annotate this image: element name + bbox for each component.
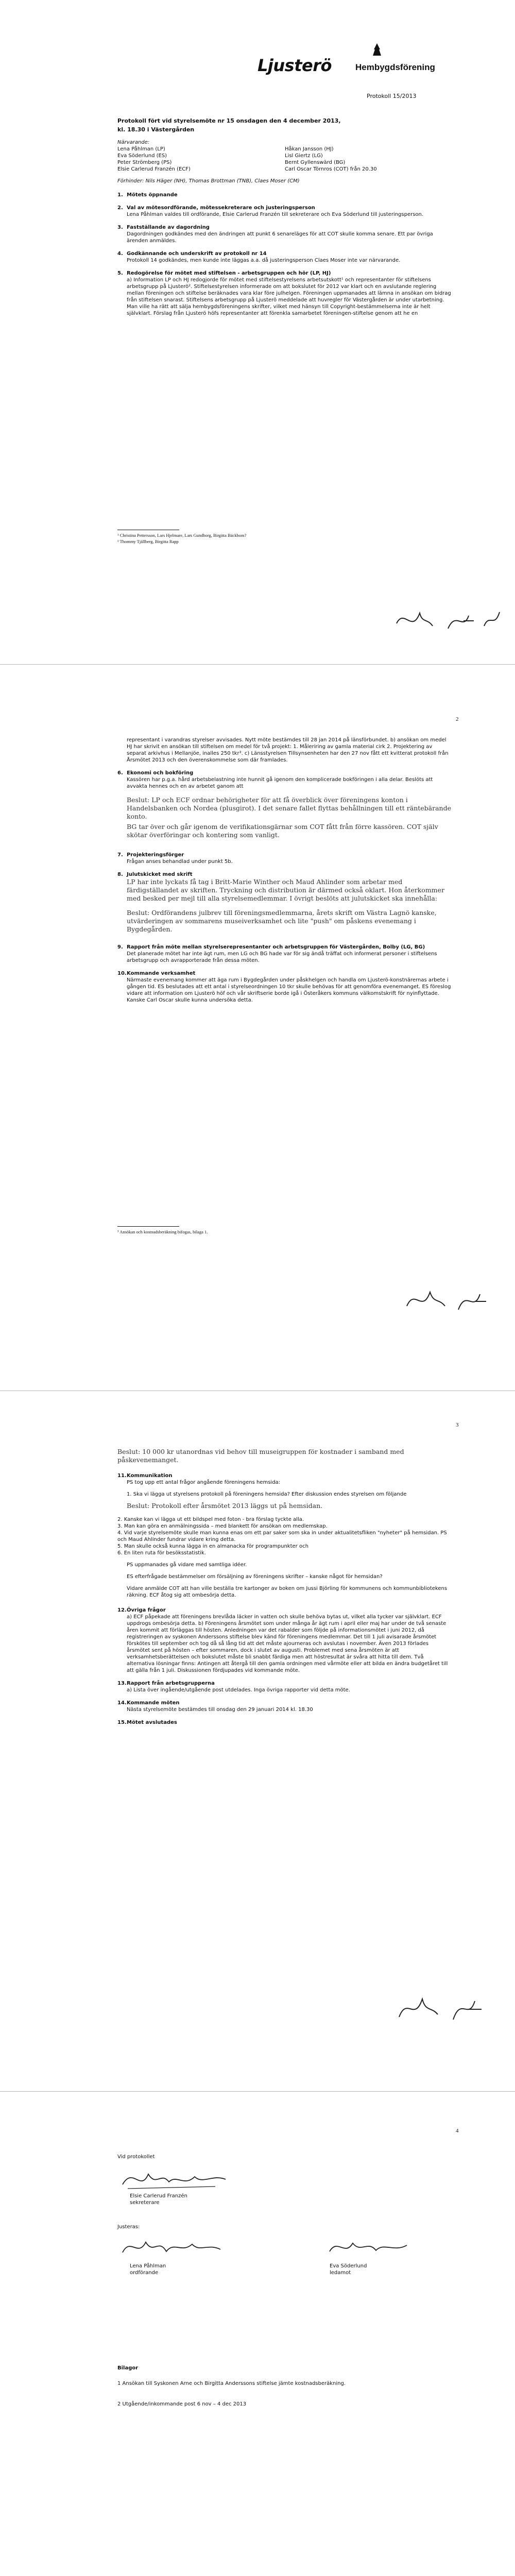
page-2 <box>0 665 515 1391</box>
list-item: 3. Man kan göra en anmälningssida – med blankett för ansökan om medlemskap. <box>117 1523 328 1529</box>
agenda-item: 4. Godkännande och underskrift av protokoll nr 14 Protokoll 14 godkändes, men kunde inte läggas a.a. då justeringsperson Claes Moser inte var närvarande. <box>117 251 401 263</box>
attachments-heading: Bilagor <box>117 2365 139 2371</box>
logo-subtitle: Hembygdsförening <box>355 62 435 72</box>
signature-member-icon <box>324 2232 427 2263</box>
item15-heading: Mötet avslutades <box>127 1720 177 1725</box>
page-4 <box>0 2092 515 2576</box>
list-item: 5. Man skulle också kunna lägga in en almanacka för programpunkter och <box>117 1544 308 1549</box>
page1-body <box>117 117 452 317</box>
item10-body: Närmaste evenemang kommer att äga rum i Bygdegården under påskhelgen och handla om Ljusterö-konstnärernas arbete i gången tid. ES beslutades att ett antal i styrelseordningen 10 tkr skulle behövas för att genomföra evenemanget. ES föreslog vidare att information om Ljusterö höf och vår skriftserie borde igå i Österåkers kommuns välkomstskrift för nyinflyttade. Kanske Carl Oscar skulle kunna undersöka detta. <box>127 977 451 1003</box>
signature-role: ledamot <box>330 2270 351 2276</box>
item11-body: PS tog upp ett antal frågor angående föreningens hemsida: <box>127 1480 281 1485</box>
attendee: Bernt Gyllenswärd (BG) <box>285 160 346 165</box>
item11-cot: Vidare anmälde COT att han ville beställa tre kartonger av boken om Jussi Björling för kommunens och kommunbibliotekens räkning. ECF åtog sig att ombesörja detta. <box>127 1586 448 1598</box>
item8-body: LP har inte lyckats få tag i Britt-Marie Winther och Maud Ahlinder som arbetar med färdigställandet av skriften. Tryckning och distribution är därmed också oklart. Hon återkommer med besked per mejl till alla styrelsemedlemmar. I övrigt beslöts att julutskicket ska innehålla: <box>127 878 444 902</box>
logo-mark-icon <box>258 40 453 81</box>
item5-continued: representant i varandras styrelser avvisades. Nytt möte bestämdes till 28 jan 2014 på länsförbundet. b) ansökan om medel HJ har skrivit en ansökan till stiftelsen om medel för två projekt: 1. Måleriring av gamla material cirk 2. Projektering av separat arkivhus i Mellanjöe, inalles 250 tkr³. c) Länsstyrelsen Tillsynsenheten har den 27 nov fått ett kvitterat protokoll från Årsmötet 2013 och den överenskommelse som där framlades. <box>127 737 449 763</box>
item6-body: Kassören har p.g.a. hård arbetsbelastning inte hunnit gå igenom den komplicerade bokföringen i alla delar. Beslöts att avvakta hennes och en av arbetet ganom att <box>127 777 433 789</box>
agenda-items-p1 <box>117 192 452 317</box>
page-number: 2 <box>456 716 459 722</box>
attendee: Eva Söderlund (ES) <box>117 153 167 159</box>
attendee: Carl Oscar Törnros (COT) från 20.30 <box>285 166 377 172</box>
logo-word: Ljusterö <box>258 56 332 75</box>
footnote: ¹ Christina Pettersson, Lars Hjelmare, Lars Gundborg, Birgitta Bäckbom? <box>117 533 247 538</box>
approved-label: Justeras: <box>117 2224 140 2230</box>
list-item: 6. En liten ruta för besöksstatistik. <box>117 1550 206 1556</box>
item14-heading: Kommande möten <box>127 1700 180 1706</box>
item12-heading: Övriga frågor <box>127 1607 166 1613</box>
item14-body: Nästa styrelsemöte bestämdes till onsdag den 29 januari 2014 kl. 18.30 <box>127 1707 313 1713</box>
signature-name: Lena Påhlman <box>130 2263 166 2269</box>
item13-heading: Rapport från arbetsgrupperna <box>127 1681 215 1686</box>
attendee: Elsie Carlerud Franzén (ECF) <box>117 166 191 172</box>
item6-decision: BG tar över och går igenom de verifikationsgärnar som COT fått från förre kassören. COT själv skötar överföringar och kontering som vanligt. <box>127 823 438 839</box>
page-number: 4 <box>456 2128 459 2134</box>
item11-ps: PS uppmanades gå vidare med samtliga idéer. <box>127 1562 247 1568</box>
agenda-item: 5. Redogörelse för mötet med stiftelsen - arbetsgruppen och hör (LP, HJ) a) Information LP och HJ redogjorde för mötet med stiftelsestyrelsens arbetsutskott¹ och representanter för stiftelsens arbetsgrupp på Ljusterö². Stiftelsestyrelsen informerade om att bokslutet för 2012 var klart och en avslutande reglering mellan föreningen och stiftelse beräknades vara klar före julhelgen. Föreningen uppmanades att lämna in ansökan om bidrag från stiftelsen snarast. Stiftelsens arbetsgrupp på Ljusterö meddelade att huvregler för Västergården är under utarbetning. Man ville ha rätt att sälja hembygdsföreningens skrifter, vilket med hänsyn till Copyright-bestämmelserna inte är helt självklart. Förslag från Ljusterö höfs representanter att förenkla samarbetet föreningen-stiftelse genom att he en <box>117 270 451 316</box>
footnote: ³ Ansökan och kostnadsberäkning bifogas, bilaga 1. <box>117 1229 208 1234</box>
minutes-taker-label: Vid protokollet <box>117 2154 155 2160</box>
list-item: 4. Vid varje styrelsemöte skulle man kunna enas om ett par saker som ska in under aktualitetsfliken "nyheter" på hemsidan. PS och Maud Ahlinder fundrar vidare kring detta. <box>117 1530 447 1543</box>
item11-list <box>117 1516 452 1556</box>
page-number: 3 <box>456 1422 459 1428</box>
item8-heading: Julutskicket med skrift <box>127 872 193 877</box>
attendee: Peter Strömberg (PS) <box>117 160 172 165</box>
item6-heading: Ekonomi och bokföring <box>127 770 194 776</box>
item11-decision: Beslut: Protokoll efter årsmötet 2013 läggs ut på hemsidan. <box>127 1502 323 1510</box>
list-item: 2. Kanske kan vi lägga ut ett bildspel med foton - bra förslag tyckte alla. <box>117 1517 304 1522</box>
attendee: Lena Påhlman (LP) <box>117 146 165 152</box>
header-logo <box>258 40 453 83</box>
agenda-item: 3. Fastställande av dagordning Dagordningen godkändes med den ändringen att punkt 6 senareläges för att COT skulle komma senare. Ett par övriga ärenden anmäldes. <box>117 225 433 244</box>
item8-decision: Beslut: Ordförandens julbrev till föreningsmedlemmarna, årets skrift om Västra Lagnö kanske, utvärderingen av sommarens museiverksamhet och lite "push" om påskens evenemang i Bygdegården. <box>127 909 437 933</box>
signature-name: Eva Söderlund <box>330 2263 367 2269</box>
attendee: Lisl Giertz (LG) <box>285 153 323 159</box>
attendance-columns <box>117 146 452 173</box>
signature-role: sekreterare <box>130 2200 160 2206</box>
page-3 <box>0 1391 515 2092</box>
item12-body: a) ECF påpekade att föreningens brevlåda läcker in vatten och skulle behöva bytas ut, vilket alla tycker var självklart. ECF uppdrogs ombesörja detta. b) Föreningens årsmötet som under många år ägt rum i april eller maj har under de två senaste åren kommit att förläggas till hösten. Anledningen var det rabalder som följde på informationsmötet i juni 2012, då registreringen av syskonen Anderssons stiftelse blev känd för föreningens medlemmar. Det till 1 juli avisarade årsmötet förskötes till september och tog då så lång tid att det måste ajourneras och avslutas i november. Även 2013 förlades årsmötet sent på hösten – efter sommaren, dock i slutet av augusti. Problemet med sena årsmöten är att verksamhetsberättelsen och bokslutet måste bli snabbt färdiga men att höstresultat är svåra att hitta till dem. Två alternativa lösningar finns: Antingen att återgå till den gamla ordningen med vårmöte eller att bilda en ändra budgetåret till att gälla från 1 juli. Diskussionen fördjupades vid kommande möte. <box>127 1614 448 1673</box>
item11-es: ES efterfrågade bestämmelser om försäljning av föreningens skrifter – kanske något för hemsidan? <box>127 1574 383 1580</box>
page-1 <box>0 0 515 665</box>
handwritten-initials-icon <box>402 1283 505 1319</box>
absent-list: Förhinder: Nils Häger (NH), Thomas Brottman (TNB), Claes Moser (CM) <box>117 178 300 184</box>
agenda-item: 2. Val av mötesordförande, mötessekreterare och justeringsperson Lena Påhlman valdes till ordförande, Elsie Carlerud Franzén till sekreterare och Eva Söderlund till justeringsperson. <box>117 205 424 217</box>
item6-decision: Beslut: LP och ECF ordnar behörigheter för att få överblick över föreningens konton i Handelsbanken och Nordea (plusgirot). I det senare fallet flyttas behållningen till ett räntebärande konto. <box>127 796 451 820</box>
item10-heading: Kommande verksamhet <box>127 971 196 976</box>
agenda-item: 1. Mötets öppnande <box>117 192 178 198</box>
footnote: ² Thommy Tjällberg, Birgitta Rapp <box>117 539 179 544</box>
item13-body: a) Lista över ingående/utgående post utdelades. Inga övriga rapporter vid detta möte. <box>127 1687 350 1693</box>
protocol-number: Protokoll 15/2013 <box>367 93 417 99</box>
item11-heading: Kommunikation <box>127 1473 173 1479</box>
page2-body: representant i varandras styrelser avvisades. Nytt möte bestämdes till 28 jan 2014 på länsförbundet. b) ansökan om medel HJ har skrivit en ansökan till stiftelsen om medel för två projekt: 1. Måleriring av gamla material cirk 2. Projektering av separat arkivhus i Mellanjöe, inalles 250 tkr³. c) Länsstyrelsen Tillsynsenheten har den 27 nov fått ett kvitterat protokoll från Årsmötet 2013 och den överenskommelse som där framlades. 6. Ekonomi och bokföring Kassören har p.g.a. hård arbetsbelastning inte hunnit gå igenom den komplicerade bokföringen i alla delar. Beslöts att avvakta hennes och en av arbetet ganom att Beslut: LP och ECF ordnar behörigheter för att få överblick över föreningens konton i Handelsbanken och Nordea (plusgirot). I det senare fallet flyttas behållningen till ett räntebärande konto. BG tar över och går igenom de verifikationsgärnar som COT fått från förre kassören. COT själv skötar överföringar och kontering som vanligt. 7. Projekteringsförger Frågan anses behandlad under punkt 5b. 8. Julutskicket med skrift LP har inte lyckats få tag i Britt-Marie Winther och Maud Ahlinder som arbetar med färdigställandet av skriften. Tryckning och distribution är därmed också oklart. Hon återkommer med besked per mejl till alla styrelsemedlemmar. I övrigt beslöts att julutskicket ska innehålla: Beslut: Ordförandens julbrev till föreningsmedlemmarna, årets skrift om Västra Lagnö kanske, utvärderingen av sommarens museiverksamhet och lite "push" om påskens evenemang i Bygdegården. 9. Rapport från möte mellan styrelserepresentanter och arbetsgruppen för Västergården, Bolby (LG, BG) Det planerade mötet har inte ägt rum, men LG och BG hade var för sig ändå träffat och informerat personer i stiftelsens arbetsgrupp och avrapporterade från dessa möten. 10.Kommande verksamhet Närmaste evenemang kommer att äga rum i Bygdegården under påskhelgen och handla om Ljusterö-konstnärernas arbete i gången tid. ES beslutades att ett antal i styrelseordningen 10 tkr skulle behövas för att genomföra evenemanget. ES föreslog vidare att information om Ljusterö höf och vår skriftserie borde igå i Österåkers kommuns välkomstskrift för nyinflyttade. Kanske Carl Oscar skulle kunna undersöka detta. <box>117 737 451 1003</box>
handwritten-initials-icon <box>391 603 505 639</box>
footnote-rule <box>117 1226 179 1227</box>
item9-body: Det planerade mötet har inte ägt rum, men LG och BG hade var för sig ändå träffat och informerat personer i stiftelsens arbetsgrupp och avrapporterade från dessa möten. <box>127 951 437 963</box>
signature-secretary-icon <box>117 2164 241 2195</box>
signature-chair-icon <box>117 2232 231 2263</box>
item7-heading: Projekteringsförger <box>127 852 184 858</box>
handwritten-initials-icon <box>391 1989 505 2030</box>
meeting-time-place: kl. 18.30 i Västergården <box>117 126 195 133</box>
attachment-item: 2 Utgående/inkommande post 6 nov – 4 dec 2013 <box>117 2401 247 2407</box>
attendee: Håkan Jansson (HJ) <box>285 146 334 152</box>
attachment-item: 1 Ansökan till Syskonen Arne och Birgitta Anderssons stiftelse jämte kostnadsberäkning. <box>117 2381 346 2386</box>
page3-body: Beslut: 10 000 kr utanordnas vid behov till museigruppen för kostnader i samband med påskevenemanget. 11.Kommunikation PS tog upp ett antal frågor angående föreningens hemsida: 1. Ska vi lägga ut styrelsens protokoll på föreningens hemsida? Efter diskussion endes styrelsen om följande Beslut: Protokoll efter årsmötet 2013 läggs ut på hemsidan. 2. Kanske kan vi lägga ut ett bildspel med foton - bra förslag tyckte alla. 3. Man kan göra en anmälningssida – med blankett för ansökan om medlemskap. 4. Vid varje styrelsemöte skulle man kunna enas om ett par saker som ska in under aktualitetsfliken "nyheter" på hemsidan. PS och Maud Ahlinder fundrar vidare kring detta. 5. Man skulle också kunna lägga in en almanacka för programpunkter och 6. En liten ruta för besöksstatistik. PS uppmanades gå vidare med samtliga idéer. ES efterfrågade bestämmelser om försäljning av föreningens skrifter – kanske något för hemsidan? Vidare anmälde COT att han ville beställa tre kartonger av boken om Jussi Björling för kommunens och kommunbibliotekens räkning. ECF åtog sig att ombesörja detta. 12.Övriga frågor a) ECF påpekade att föreningens brevlåda läcker in vatten och skulle behöva bytas ut, vilket alla tycker var självklart. ECF uppdrogs ombesörja detta. b) Föreningens årsmötet som under många år ägt rum i april eller maj har under de två senaste åren kommit att förläggas till hösten. Anledningen var det rabalder som följde på informationsmötet i juni 2012, då registreringen av syskonen Anderssons stiftelse blev känd för föreningens medlemmar. Det till 1 juli avisarade årsmötet förskötes till september och tog då så lång tid att det måste ajourneras och avslutas i november. Även 2013 förlades årsmötet sent på hösten – efter sommaren, dock i slutet av augusti. Problemet med sena årsmöten är att verksamhetsberättelsen och bokslutet måste bli snabbt färdiga men att höstresultat är svåra att hitta till dem. Två alternativa lösningar finns: Antingen att återgå till den gamla ordningen med vårmöte eller att bilda en ändra budgetåret till att gälla från 1 juli. Diskussionen fördjupades vid kommande möte. 13.Rapport från arbetsgrupperna a) Lista över ingående/utgående post utdelades. Inga övriga rapporter vid detta möte. 14.Kommande möten Nästa styrelsemöte bestämdes till onsdag den 29 januari 2014 kl. 18.30 15.Mötet avslutades <box>117 1448 452 1726</box>
item7-body: Frågan anses behandlad under punkt 5b. <box>127 859 233 865</box>
present-label: Närvarande: <box>117 140 150 145</box>
item9-heading: Rapport från möte mellan styrelserepresentanter och arbetsgruppen för Västergården, Bolby (LG, BG) <box>127 944 425 950</box>
document-title: Protokoll fört vid styrelsemöte nr 15 onsdagen den 4 december 2013, <box>117 117 341 124</box>
signature-role: ordförande <box>130 2270 159 2276</box>
item11-question: 1. Ska vi lägga ut styrelsens protokoll på föreningens hemsida? Efter diskussion endes styrelsen om följande <box>127 1492 407 1497</box>
signature-name: Elsie Carlerud Franzén <box>130 2193 187 2199</box>
item10-decision: Beslut: 10 000 kr utanordnas vid behov till museigruppen för kostnader i samband med påskevenemanget. <box>117 1448 404 1464</box>
